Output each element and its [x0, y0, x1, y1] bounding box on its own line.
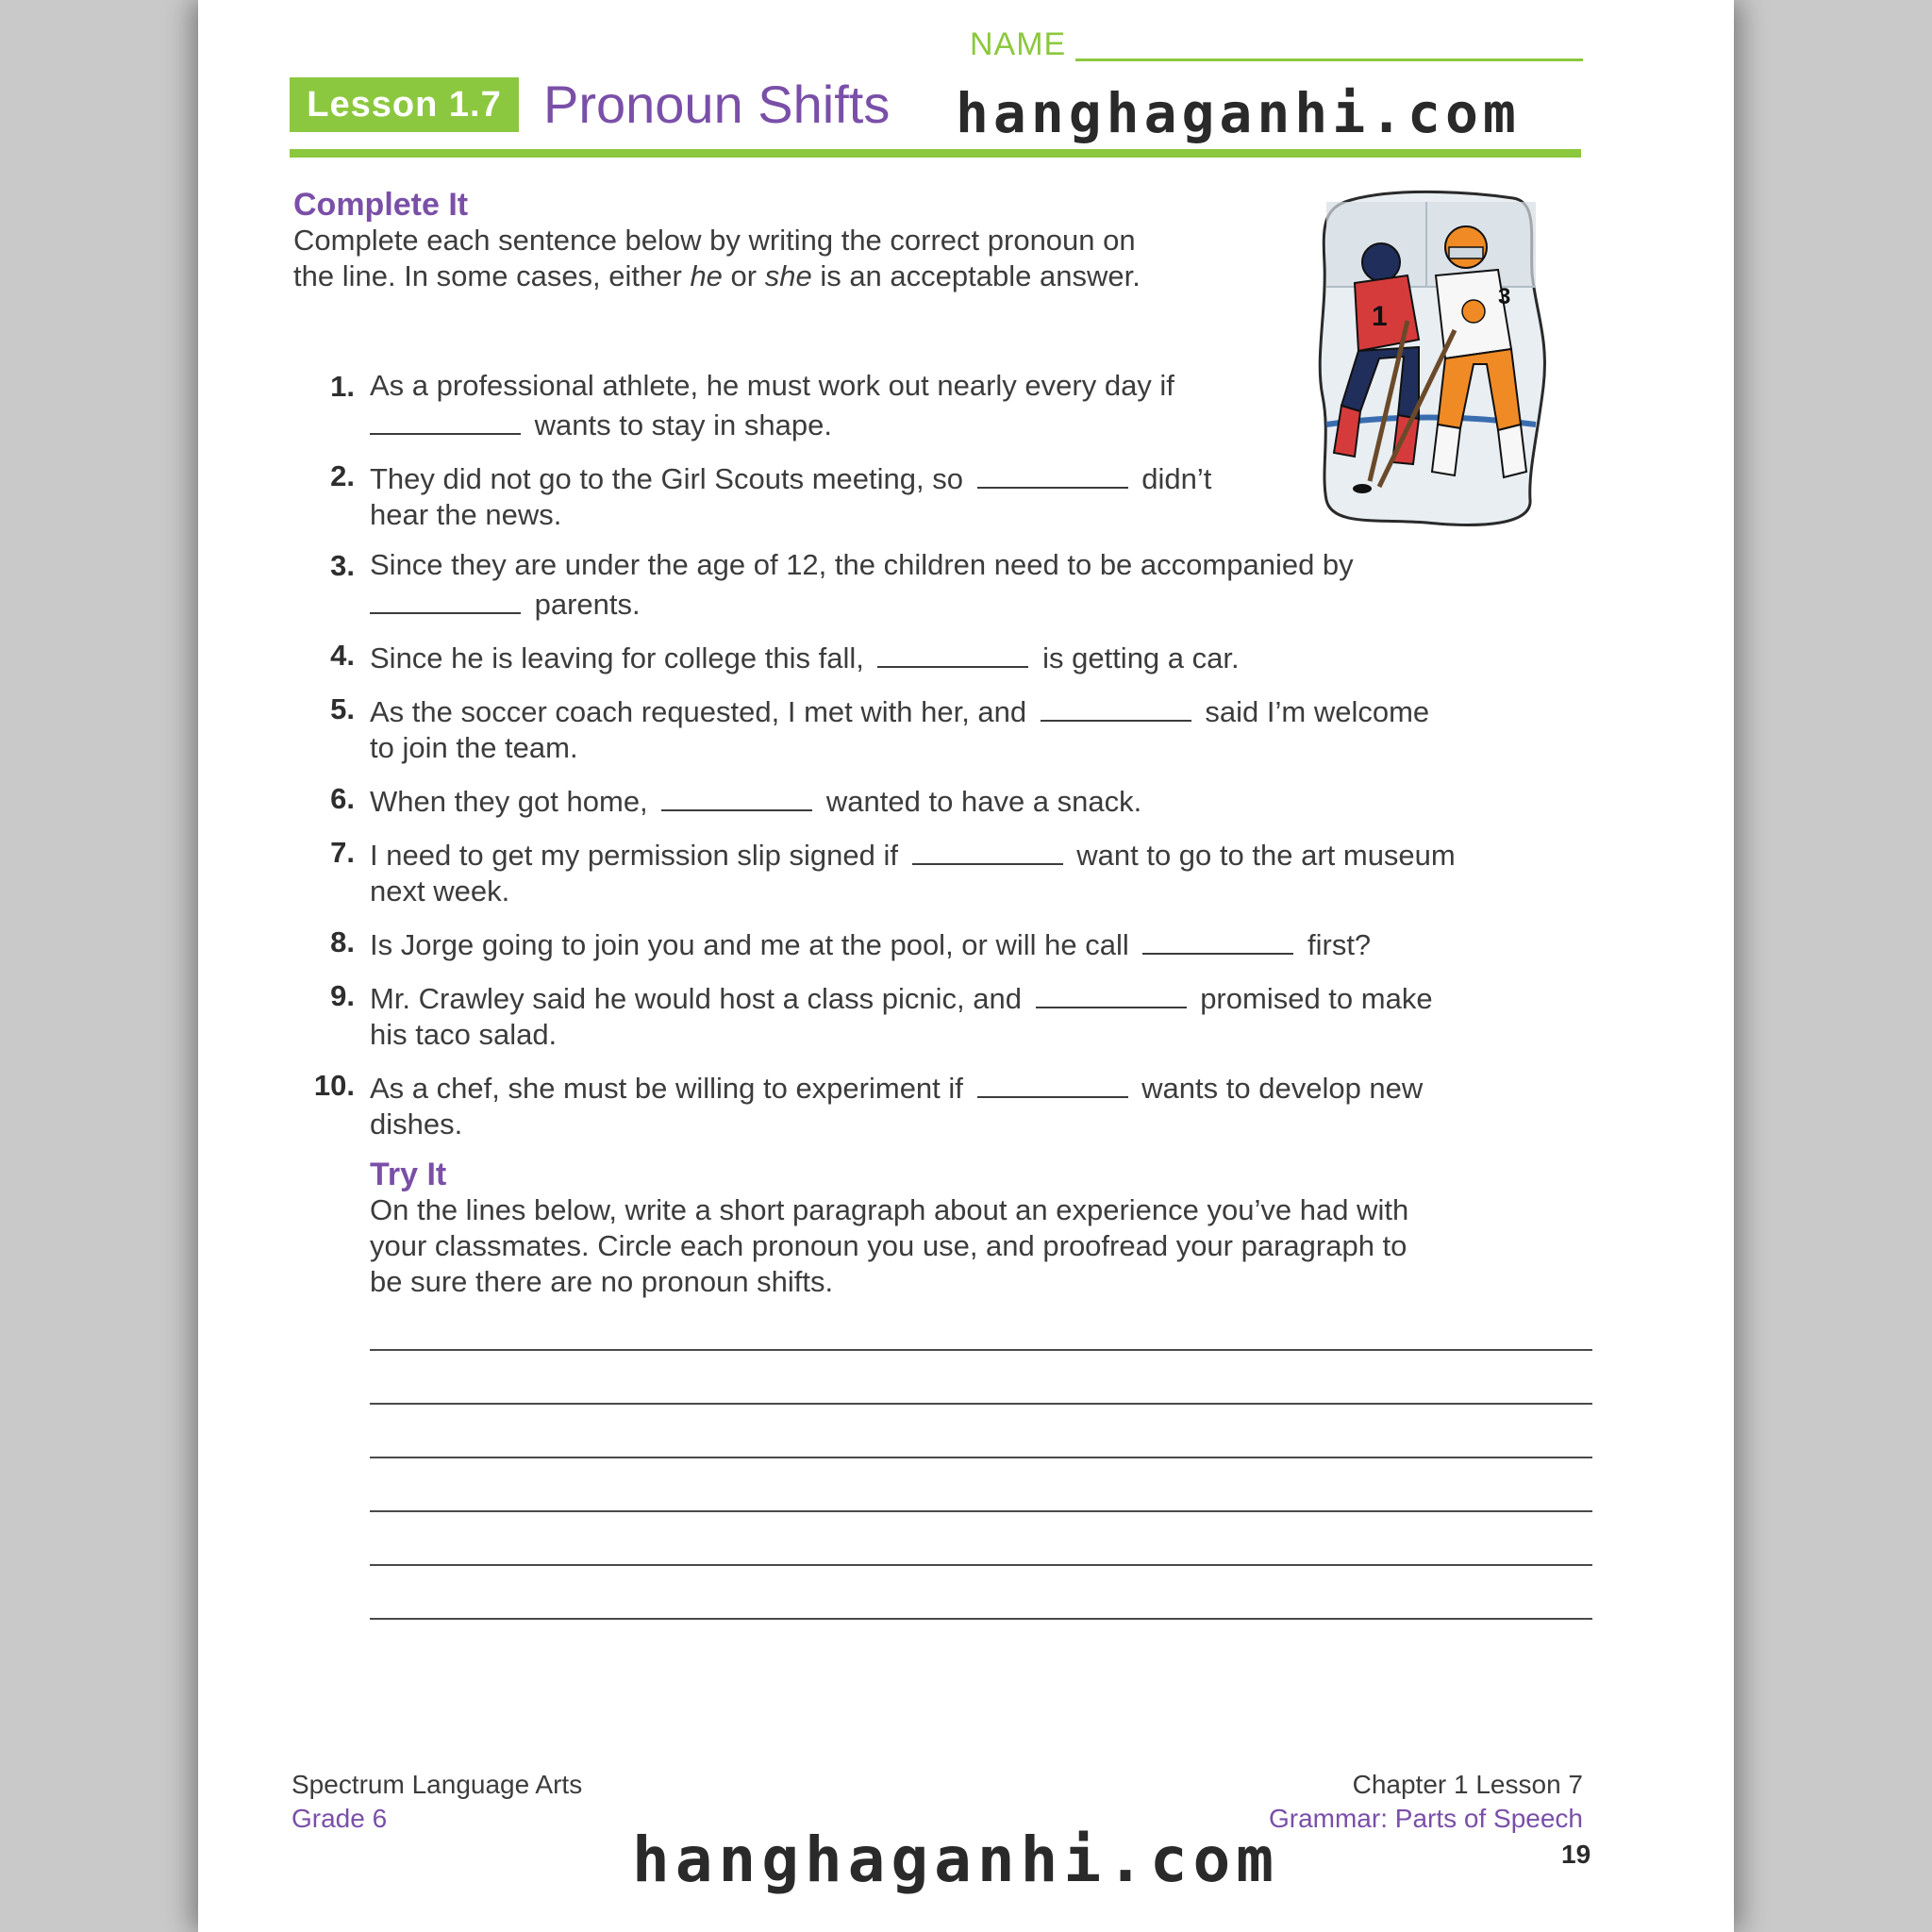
- writing-line[interactable]: [370, 1618, 1592, 1620]
- answer-blank[interactable]: [370, 583, 521, 614]
- question-text: Since he is leaving for college this fall,: [370, 641, 864, 675]
- question-text: Mr. Crawley said he would host a class picnic, and: [370, 982, 1022, 1015]
- question-text: They did not go to the Girl Scouts meeting, so: [370, 462, 963, 495]
- question-text-cont: didn’t: [1141, 462, 1212, 495]
- question-number: 9.: [330, 979, 355, 1012]
- answer-blank[interactable]: [912, 834, 1063, 865]
- name-field-line[interactable]: [1075, 58, 1583, 61]
- question-text-cont: said I’m welcome: [1205, 695, 1430, 728]
- watermark-bottom: hanghaganhi.com: [632, 1824, 1280, 1896]
- question-number: 2.: [330, 459, 355, 492]
- question-text: I need to get my permission slip signed if: [370, 839, 898, 872]
- header-divider: [290, 149, 1581, 158]
- question-number: 10.: [313, 1069, 355, 1102]
- page-number: 19: [1561, 1840, 1591, 1869]
- name-label: NAME: [970, 26, 1067, 62]
- question-number: 3.: [330, 549, 355, 582]
- answer-blank[interactable]: [370, 404, 521, 435]
- question-text-cont: wants to develop new: [1141, 1072, 1424, 1105]
- question-text: Since they are under the age of 12, the children need to be accompanied by: [370, 548, 1354, 581]
- question-text: Is Jorge going to join you and me at the pool, or will he call: [370, 928, 1129, 961]
- answer-blank[interactable]: [977, 1067, 1128, 1098]
- answer-blank[interactable]: [977, 458, 1128, 489]
- question-text: As the soccer coach requested, I met with her, and: [370, 695, 1027, 728]
- question-text-cont: wants to stay in shape.: [534, 408, 832, 441]
- question-number: 7.: [330, 836, 355, 869]
- question-number: 8.: [330, 925, 355, 958]
- writing-line[interactable]: [370, 1457, 1592, 1458]
- try-it-title: Try It: [370, 1157, 447, 1192]
- complete-it-title: Complete It: [293, 187, 469, 223]
- answer-blank[interactable]: [1036, 977, 1187, 1008]
- writing-line[interactable]: [370, 1564, 1592, 1566]
- answer-blank[interactable]: [1041, 691, 1191, 722]
- question-number: 6.: [330, 782, 355, 815]
- writing-line[interactable]: [370, 1403, 1592, 1405]
- question-number: 5.: [330, 692, 355, 725]
- watermark-top: hanghaganhi.com: [956, 81, 1521, 145]
- instructions-line1: Complete each sentence below by writing the correct pronoun on: [293, 224, 1136, 257]
- question-text-cont: is getting a car.: [1042, 641, 1240, 675]
- try-it-line: On the lines below, write a short paragraph about an experience you’ve had with: [370, 1193, 1409, 1226]
- question-number: 1.: [330, 370, 355, 403]
- lesson-tag: Lesson 1.7: [290, 77, 519, 132]
- question-text: When they got home,: [370, 785, 648, 818]
- question-text-cont: promised to make: [1200, 982, 1433, 1015]
- try-it-line: be sure there are no pronoun shifts.: [370, 1265, 834, 1298]
- writing-line[interactable]: [370, 1510, 1592, 1512]
- answer-blank[interactable]: [661, 780, 812, 811]
- footer-chapter: Chapter 1 Lesson 7: [1352, 1770, 1583, 1799]
- footer-topic: Grammar: Parts of Speech: [1268, 1804, 1583, 1833]
- footer-grade: Grade 6: [291, 1804, 388, 1833]
- answer-blank[interactable]: [877, 637, 1028, 668]
- writing-line[interactable]: [370, 1349, 1592, 1351]
- footer-left: [291, 1768, 582, 1836]
- lesson-title: Pronoun Shifts: [543, 75, 891, 134]
- hockey-players-illustration: [1313, 189, 1553, 530]
- try-it-instructions: [370, 1192, 1596, 1300]
- complete-it-instructions: [293, 223, 1331, 294]
- answer-blank[interactable]: [1142, 924, 1293, 955]
- question-text-cont: to join the team.: [370, 731, 578, 764]
- question-text: As a chef, she must be willing to experiment if: [370, 1072, 963, 1105]
- question-text-cont: dishes.: [370, 1108, 463, 1141]
- question-text: As a professional athlete, he must work out nearly every day if: [370, 369, 1174, 402]
- try-it-line: your classmates. Circle each pronoun you use, and proofread your paragraph to: [370, 1229, 1407, 1262]
- question-text-cont: his taco salad.: [370, 1018, 558, 1051]
- question-text-cont: want to go to the art museum: [1076, 839, 1456, 872]
- instructions-line2: the line. In some cases, either he or she is an acceptable answer.: [293, 259, 1141, 292]
- question-text-cont: hear the news.: [370, 498, 562, 531]
- left-player-number: 1: [1372, 301, 1388, 332]
- question-number: 4.: [330, 639, 355, 672]
- question-text-cont: next week.: [370, 874, 510, 908]
- question-text-cont: wanted to have a snack.: [825, 785, 1142, 818]
- right-player-number: 3: [1498, 284, 1511, 309]
- footer-book-title: Spectrum Language Arts: [291, 1770, 583, 1799]
- question-text-cont: parents.: [534, 588, 641, 621]
- question-text-cont: first?: [1307, 928, 1372, 961]
